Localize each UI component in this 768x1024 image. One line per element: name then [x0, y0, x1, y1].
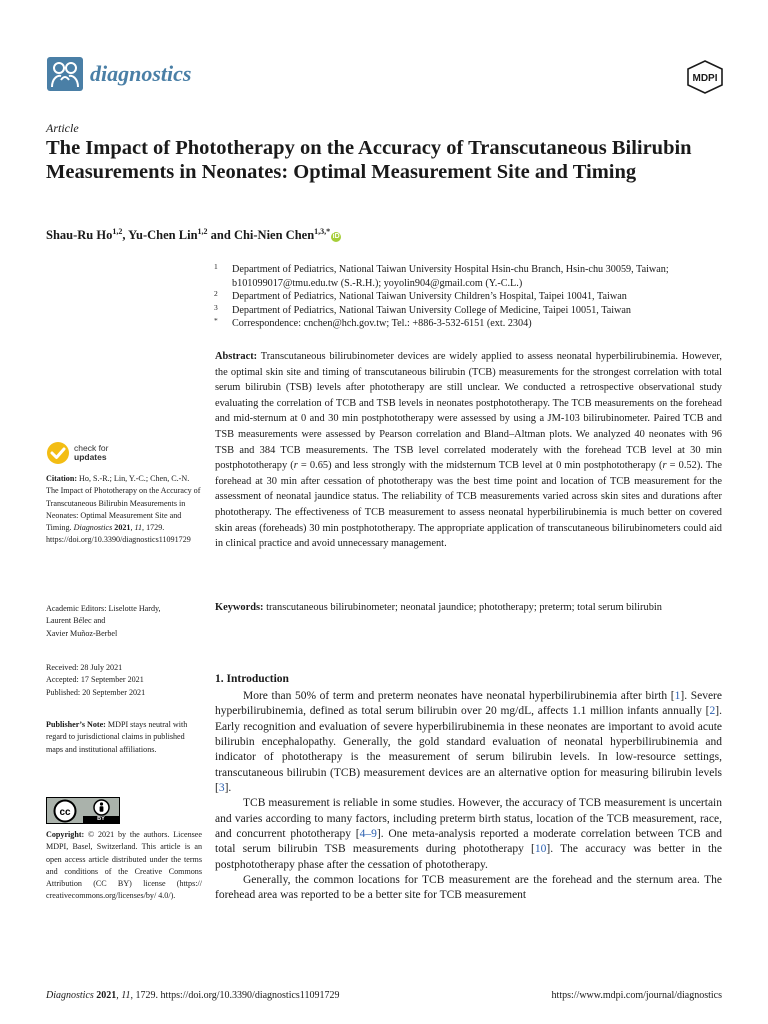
- affiliation-item: [214, 317, 724, 331]
- accepted-date: Accepted: 17 September 2021: [46, 675, 144, 685]
- published-date: Published: 20 September 2021: [46, 687, 146, 697]
- author-list: [46, 227, 341, 243]
- check-updates-line: check for: [74, 443, 109, 453]
- check-updates-icon: [46, 441, 70, 465]
- affiliation-item: [214, 304, 724, 318]
- publication-dates: [46, 662, 202, 699]
- paragraph-text: ]. Severe hyperbilirubinemia, defined as total serum bilirubin over 20 mg/dL, affects 1.1 million infants annually [: [215, 690, 722, 718]
- creative-commons-icon: [53, 799, 77, 823]
- footer-journal: Diagnostics: [46, 990, 94, 1001]
- reference-link[interactable]: 10: [534, 843, 547, 856]
- author-affiliation-marker: 1,3,*: [314, 227, 331, 236]
- keywords-text: transcutaneous bilirubinometer; neonatal jaundice; phototherapy; preterm; total serum bilirubin: [263, 602, 662, 613]
- publisher-note: [46, 719, 202, 756]
- publisher-name: MDPI: [692, 73, 718, 84]
- orcid-icon[interactable]: iD: [332, 233, 340, 241]
- paragraph: [215, 796, 722, 873]
- copyright: [46, 829, 202, 903]
- reference-link[interactable]: 1: [674, 690, 681, 702]
- editors-line: Academic Editors: Liselotte Hardy,: [46, 604, 161, 613]
- cc-logo: [47, 798, 83, 823]
- academic-editors: [46, 603, 202, 640]
- paragraph: Generally, the common locations for TCB measurement are the forehead and the sternum area. The forehead area was reported to be a better site for TCB measurement: [215, 874, 722, 902]
- copyright-text: © 2021 by the authors. Licensee MDPI, Basel, Switzerland. This article is an open access article distributed under the terms and conditions of the Creative Commons Attribution (CC BY) license (https:// creativecommons.org/licenses/by/ 4.0/).: [46, 830, 202, 901]
- footer-doi[interactable]: , 1729. https://doi.org/10.3390/diagnostics11091729: [130, 990, 340, 1001]
- citation-doi[interactable]: , 1729. https://doi.org/10.3390/diagnostics11091729: [46, 523, 191, 545]
- check-for-updates[interactable]: [46, 441, 109, 465]
- affiliation-text: b101099017@tmu.edu.tw (S.-R.H.); yoyolin904@gmail.com (Y.-C.L.): [232, 277, 523, 289]
- cc-by-label: BY: [83, 816, 119, 823]
- author-name: Yu-Chen Lin: [128, 228, 198, 243]
- author-name: Shau-Ru Ho: [46, 228, 113, 243]
- author-name: Chi-Nien Chen: [233, 228, 315, 243]
- affiliation-text: Department of Pediatrics, National Taiwan University College of Medicine, Taipei 10051, Taiwan: [232, 304, 632, 316]
- attribution-icon: [93, 799, 110, 816]
- citation-volume: , 11: [130, 523, 143, 533]
- footer-year: 2021: [93, 990, 117, 1001]
- received-date: Received: 28 July 2021: [46, 663, 123, 672]
- abstract-variable: r: [662, 460, 667, 472]
- note-text: MDPI stays neutral with regard to jurisdictional claims in published maps and institutional affiliations.: [46, 720, 188, 754]
- check-updates-line: updates: [74, 452, 107, 462]
- citation-text: Ho, S.-R.; Lin, Y.-C.; Chen, C.-N. The Impact of Phototherapy on the Accuracy of Transcutaneous Bilirubin Measurements in Neonates: Optimal Measurement Site and Timing.: [46, 474, 201, 533]
- check-updates-label: [74, 444, 109, 462]
- copyright-label: Copyright:: [46, 830, 85, 839]
- paragraph-text: More than 50% of term and preterm neonates have neonatal hyperbilirubinemia after birth [: [243, 690, 675, 702]
- cc-license-badge[interactable]: [46, 797, 120, 824]
- footer-volume: , 11: [116, 990, 131, 1001]
- reference-link[interactable]: 3: [218, 782, 225, 795]
- keywords-label: Keywords:: [215, 602, 264, 613]
- affiliations: [214, 263, 724, 331]
- citation: [46, 473, 202, 547]
- article-type: Article: [46, 121, 79, 135]
- footer-citation: [46, 990, 339, 1001]
- author-affiliation-marker: 1,2: [197, 227, 208, 236]
- author-separator: and: [207, 228, 234, 243]
- citation-year: 2021: [112, 523, 131, 533]
- publisher-logo: [686, 60, 724, 94]
- editors-line: Laurent Bélec and: [46, 616, 106, 626]
- paragraph-text: ].: [224, 782, 232, 795]
- affiliation-text: Correspondence: cnchen@hch.gov.tw; Tel.: +886-3-532-6151 (ext. 2304): [232, 318, 532, 330]
- journal-name: diagnostics: [90, 61, 192, 86]
- abstract-text: = 0.65) and less strongly with the midsternum TCB level at 0 min postphototherapy (: [297, 460, 663, 472]
- affiliation-number: *: [214, 316, 218, 326]
- mdpi-icon: [686, 60, 724, 94]
- affiliation-number: 1: [214, 262, 218, 271]
- affiliation-number: 3: [214, 302, 218, 312]
- affiliation-item: [214, 277, 724, 291]
- affiliation-number: [214, 274, 232, 288]
- journal-logo-icon: [46, 56, 84, 92]
- author-affiliation-marker: 1,2: [112, 227, 123, 236]
- affiliation-number: 2: [214, 289, 218, 299]
- affiliation-text: Department of Pediatrics, National Taiwan University Hospital Hsin-chu Branch, Hsin-chu 30059, Taiwan;: [232, 264, 669, 275]
- article-title: The Impact of Phototherapy on the Accuracy of Transcutaneous Bilirubin Measurements in Neonates: Optimal Measurement Site and Timing: [46, 137, 692, 183]
- paragraph-text: TCB measurement is reliable in some studies. However, the accuracy of TCB measurement is uncertain and varies according to many factors, including preterm birth status, location of the TCB measurement, race, and concurrent phototherapy [: [215, 797, 722, 841]
- journal-logo: [46, 56, 191, 92]
- paragraph-text: ]. One meta-analysis reported a moderate correlation between TCB and total serum bilirubin TSB measurements during phototherapy [: [215, 828, 722, 856]
- abstract-label: Abstract:: [215, 351, 258, 362]
- keywords: [215, 600, 722, 616]
- section-heading: 1. Introduction: [215, 673, 289, 685]
- abstract-text: = 0.52). The forehead at 30 min after cessation of phototherapy was the best time point and location of TCB measurement for the assessment of neonatal jaundice status. The reliability of TCB measurements varied across skin sites and durations after phototherapy. The effectiveness of TCB measurement to assess neonatal hyperbilirubinemia is much better on covered skin areas (foreheads) 30 min postphototherapy. The appropriate application of transcutaneous bilirubinometers could aid in clinical practice and avoid unnecessary management.: [215, 460, 722, 550]
- page-footer: [46, 990, 722, 1001]
- reference-link[interactable]: 2: [709, 705, 716, 718]
- abstract-text: Transcutaneous bilirubinometer devices are widely applied to assess neonatal hyperbilirubinemia. However, the optimal skin site and timing of transcutaneous bilirubin (TCB) measurements for the strongest correlation with total serum bilirubin (TSB) levels after phototherapy are still unclear. We conducted a retrospective observational study evaluating the correlation of TCB and TSB levels in neonates postphototherapy. The TCB measurements on the forehead and mid-sternum at 0 and 30 min postphototherapy were assessed by using a JM-103 bilirubinometer. Paired TCB and TSB measurements were assessed by Pearson correlation and Bland–Altman plots. We analyzed 40 neonates with 96 TSB and 384 TCB measurements. The TSB level correlated moderately with the forehead TCB level at 30 min postphototherapy (: [215, 351, 722, 472]
- abstract-variable: r: [293, 460, 298, 472]
- paragraph-text: ]. Early recognition and evaluation of severe hyperbilirubinemia in these neonates are important to avoid acute bilirubin encephalopathy. Generally, the gold standard evaluation of neonatal hyperbilirubinemia and indicator of phototherapy is the measurement of serum bilirubin levels. In low-resource settings, transcutaneous bilirubin (TCB) measurement devices are an alternative option for measuring bilirubin levels [: [215, 705, 722, 795]
- citation-label: Citation:: [46, 474, 78, 483]
- footer-url[interactable]: https://www.mdpi.com/journal/diagnostics: [551, 990, 722, 1001]
- editors-line: Xavier Muñoz-Berbel: [46, 628, 118, 638]
- paragraph-text: ]. The accuracy was better in the postphototherapy phase after the cessation of phototherapy.: [215, 843, 722, 871]
- reference-link[interactable]: 4–9: [359, 828, 377, 841]
- affiliation-text: Department of Pediatrics, National Taiwan University Children’s Hospital, Taipei 10041, Taiwan: [232, 291, 627, 303]
- introduction-body: [215, 689, 722, 904]
- svg-text:cc: cc: [59, 806, 71, 818]
- affiliation-item: [214, 263, 724, 277]
- citation-journal: Diagnostics: [73, 523, 113, 533]
- author-separator: ,: [122, 228, 129, 243]
- affiliation-item: [214, 290, 724, 304]
- note-label: Publisher’s Note:: [46, 720, 106, 729]
- paragraph: [215, 689, 722, 796]
- cc-by: [83, 798, 119, 823]
- abstract: [215, 349, 722, 552]
